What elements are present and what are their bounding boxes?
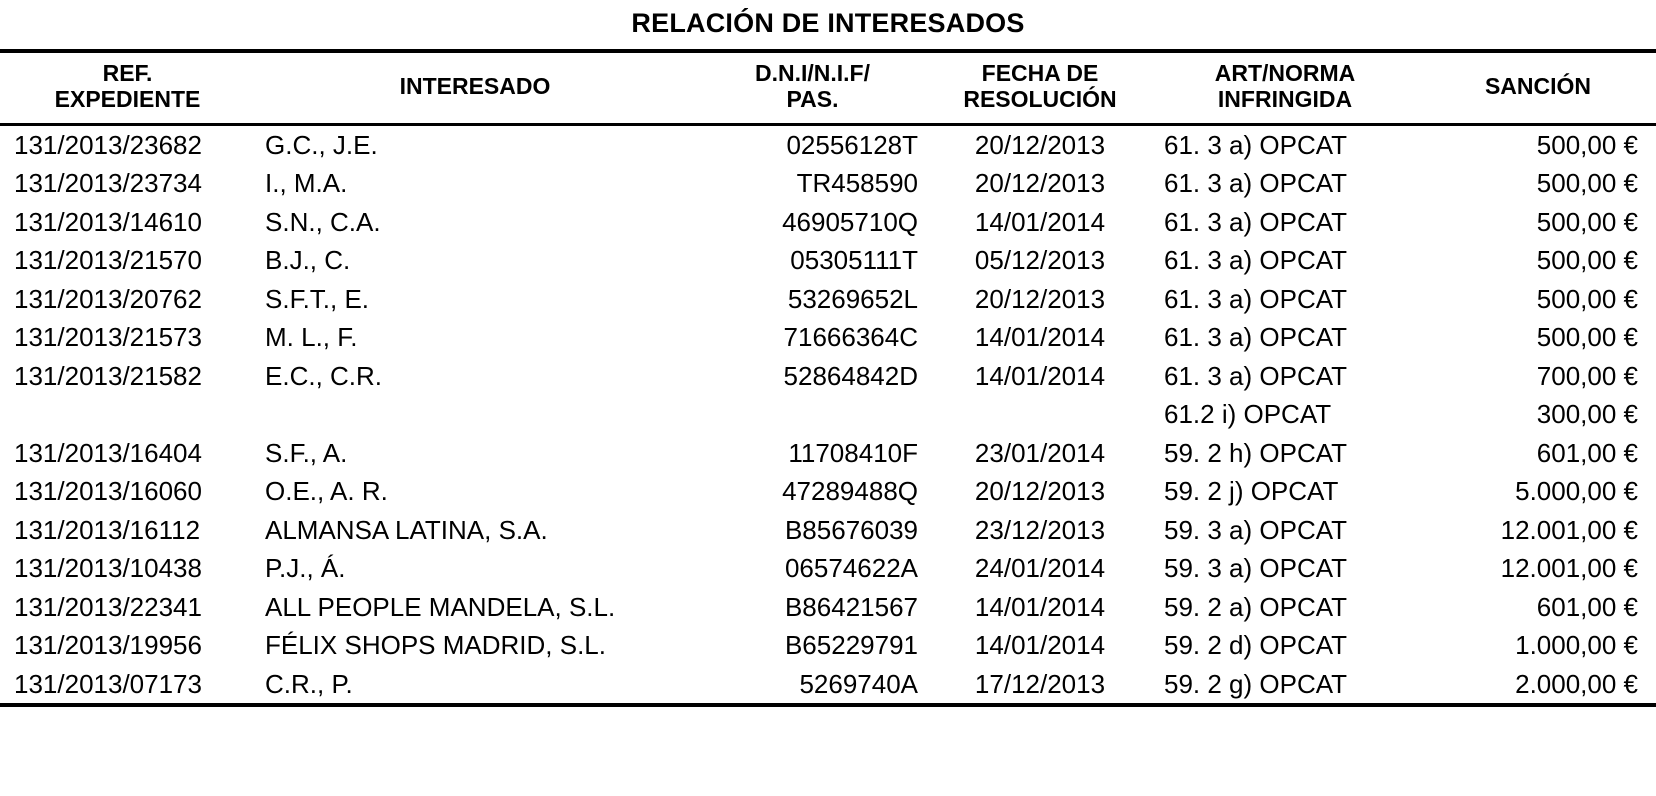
cell-interesado: I., M.A. [265, 168, 348, 198]
cell-interesado: G.C., J.E. [265, 129, 378, 160]
cell-art-norma: 59. 2 a) OPCAT [1164, 591, 1348, 622]
column-header-sancion [1420, 53, 1656, 123]
cell-dni: 11708410F [788, 437, 918, 468]
cell-dni: TR458590 [796, 168, 918, 198]
cell-fecha-resolucion: 14/01/2014 [974, 206, 1106, 237]
cell-ref-expediente: 131/2013/16112 [14, 514, 201, 545]
table-row [0, 318, 1656, 357]
cell-sancion: 500,00 € [1536, 168, 1638, 198]
cell-ref-expediente: 131/2013/16060 [14, 476, 202, 506]
cell-dni: 02556128T [786, 129, 918, 160]
table-header [0, 53, 1656, 123]
cell-interesado: ALL PEOPLE MANDELA, S.L. [265, 591, 616, 622]
cell-art-norma: 59. 3 a) OPCAT [1164, 514, 1348, 545]
cell-interesado: S.N., C.A. [265, 206, 381, 237]
interested-parties-body [0, 126, 1656, 704]
cell-dni: 52864842D [783, 360, 918, 391]
cell-ref-expediente: 131/2013/07173 [14, 668, 202, 699]
cell-art-norma: 61. 3 a) OPCAT [1164, 283, 1348, 314]
table-row [0, 511, 1656, 550]
cell-ref-expediente: 131/2013/14610 [14, 206, 202, 237]
column-header-sancion-line1: SANCIÓN [1484, 72, 1592, 99]
cell-ref-expediente: 131/2013/21582 [14, 360, 202, 391]
cell-fecha-resolucion: 14/01/2014 [974, 591, 1106, 622]
table-row [0, 280, 1656, 319]
table-row [0, 626, 1656, 665]
column-header-dni-line1: D.N.I/N.I.F/ [755, 60, 870, 86]
cell-sancion: 500,00 € [1536, 206, 1638, 237]
cell-ref-expediente: 131/2013/23682 [14, 129, 202, 160]
column-header-interesado-line1: INTERESADO [399, 72, 551, 99]
cell-dni: 5269740A [799, 668, 918, 699]
cell-art-norma: 59. 2 j) OPCAT [1164, 476, 1339, 506]
table-row [0, 588, 1656, 627]
bottom-rule [0, 703, 1656, 707]
cell-sancion: 601,00 € [1536, 437, 1638, 468]
cell-dni: 05305111T [790, 245, 918, 275]
column-header-dni [695, 53, 930, 123]
table-row [0, 357, 1656, 396]
cell-interesado: O.E., A. R. [265, 476, 388, 506]
column-header-norma-line1: ART/NORMA [1214, 60, 1356, 86]
cell-interesado [255, 395, 695, 434]
cell-art-norma: 59. 2 h) OPCAT [1164, 437, 1348, 468]
cell-interesado: ALMANSA LATINA, S.A. [265, 514, 548, 545]
cell-fecha-resolucion [930, 395, 1150, 434]
cell-art-norma: 61. 3 a) OPCAT [1164, 129, 1348, 160]
cell-art-norma: 59. 3 a) OPCAT [1164, 553, 1348, 583]
cell-sancion: 300,00 € [1536, 399, 1638, 429]
cell-sancion: 500,00 € [1536, 129, 1638, 160]
column-header-ref-line1: REF. [102, 60, 153, 86]
cell-dni [695, 395, 930, 434]
cell-fecha-resolucion: 20/12/2013 [974, 283, 1106, 314]
table-row [0, 241, 1656, 280]
cell-sancion: 12.001,00 € [1500, 553, 1638, 583]
cell-fecha-resolucion: 17/12/2013 [974, 668, 1106, 699]
cell-ref-expediente: 131/2013/23734 [14, 168, 202, 198]
column-header-fecha [930, 53, 1150, 123]
cell-ref-expediente: 131/2013/19956 [14, 630, 202, 660]
cell-sancion: 500,00 € [1536, 283, 1638, 314]
cell-ref-expediente: 131/2013/21573 [14, 322, 202, 352]
cell-interesado: B.J., C. [265, 245, 351, 275]
cell-art-norma: 61. 3 a) OPCAT [1164, 245, 1348, 275]
cell-fecha-resolucion: 23/12/2013 [974, 514, 1106, 545]
cell-ref-expediente: 131/2013/10438 [14, 553, 202, 583]
cell-art-norma: 59. 2 g) OPCAT [1164, 668, 1348, 699]
cell-sancion: 2.000,00 € [1515, 668, 1638, 699]
cell-dni: 06574622A [784, 553, 918, 583]
cell-dni: 46905710Q [782, 206, 918, 237]
cell-interesado: M. L., F. [265, 322, 358, 352]
cell-fecha-resolucion: 20/12/2013 [974, 168, 1106, 198]
cell-fecha-resolucion: 05/12/2013 [974, 245, 1106, 275]
cell-interesado: S.F., A. [265, 437, 348, 468]
cell-art-norma: 61. 3 a) OPCAT [1164, 168, 1348, 198]
cell-sancion: 500,00 € [1536, 245, 1638, 275]
cell-sancion: 5.000,00 € [1515, 476, 1638, 506]
column-header-norma-line2: INFRINGIDA [1217, 85, 1353, 112]
table-row [0, 665, 1656, 704]
cell-sancion: 1.000,00 € [1515, 630, 1638, 660]
cell-art-norma: 61.2 i) OPCAT [1164, 399, 1332, 429]
table-row [0, 434, 1656, 473]
cell-art-norma: 61. 3 a) OPCAT [1164, 322, 1348, 352]
cell-ref-expediente [0, 395, 255, 434]
cell-fecha-resolucion: 20/12/2013 [974, 129, 1106, 160]
column-header-interesado [255, 53, 695, 123]
table-row [0, 472, 1656, 511]
cell-interesado: E.C., C.R. [265, 360, 383, 391]
cell-fecha-resolucion: 14/01/2014 [974, 360, 1106, 391]
cell-ref-expediente: 131/2013/16404 [14, 437, 202, 468]
cell-art-norma: 61. 3 a) OPCAT [1164, 360, 1348, 391]
cell-dni: B86421567 [784, 591, 918, 622]
cell-fecha-resolucion: 23/01/2014 [974, 437, 1106, 468]
cell-dni: B65229791 [784, 630, 918, 660]
cell-ref-expediente: 131/2013/22341 [14, 591, 202, 622]
table-row [0, 164, 1656, 203]
cell-art-norma: 61. 3 a) OPCAT [1164, 206, 1348, 237]
cell-sancion: 12.001,00 € [1500, 514, 1638, 545]
cell-art-norma: 59. 2 d) OPCAT [1164, 630, 1348, 660]
cell-interesado: FÉLIX SHOPS MADRID, S.L. [265, 630, 606, 660]
column-header-dni-line2: PAS. [786, 85, 839, 112]
cell-sancion: 601,00 € [1536, 591, 1638, 622]
cell-fecha-resolucion: 24/01/2014 [974, 553, 1106, 583]
cell-dni: 47289488Q [782, 476, 918, 506]
cell-fecha-resolucion: 20/12/2013 [974, 476, 1106, 506]
cell-sancion: 500,00 € [1536, 322, 1638, 352]
table-row [0, 203, 1656, 242]
column-header-ref-line2: EXPEDIENTE [54, 85, 201, 112]
page-title: RELACIÓN DE INTERESADOS [631, 8, 1025, 38]
cell-sancion: 700,00 € [1536, 360, 1638, 391]
cell-interesado: P.J., Á. [265, 553, 346, 583]
cell-fecha-resolucion: 14/01/2014 [974, 322, 1106, 352]
column-header-fecha-line1: FECHA DE [981, 60, 1099, 86]
column-header-ref [0, 53, 255, 123]
column-header-norma [1150, 53, 1420, 123]
interested-parties-table [0, 53, 1656, 123]
cell-interesado: S.F.T., E. [265, 283, 370, 314]
cell-dni: B85676039 [784, 514, 918, 545]
cell-ref-expediente: 131/2013/21570 [14, 245, 202, 275]
header-row [0, 53, 1656, 123]
table-row [0, 549, 1656, 588]
table-body [0, 126, 1656, 704]
cell-ref-expediente: 131/2013/20762 [14, 283, 202, 314]
table-row [0, 126, 1656, 165]
cell-fecha-resolucion: 14/01/2014 [974, 630, 1106, 660]
cell-dni: 53269652L [787, 283, 918, 314]
table-row [0, 395, 1656, 434]
cell-dni: 71666364C [783, 322, 918, 352]
column-header-fecha-line2: RESOLUCIÓN [963, 85, 1117, 112]
cell-interesado: C.R., P. [265, 668, 353, 699]
